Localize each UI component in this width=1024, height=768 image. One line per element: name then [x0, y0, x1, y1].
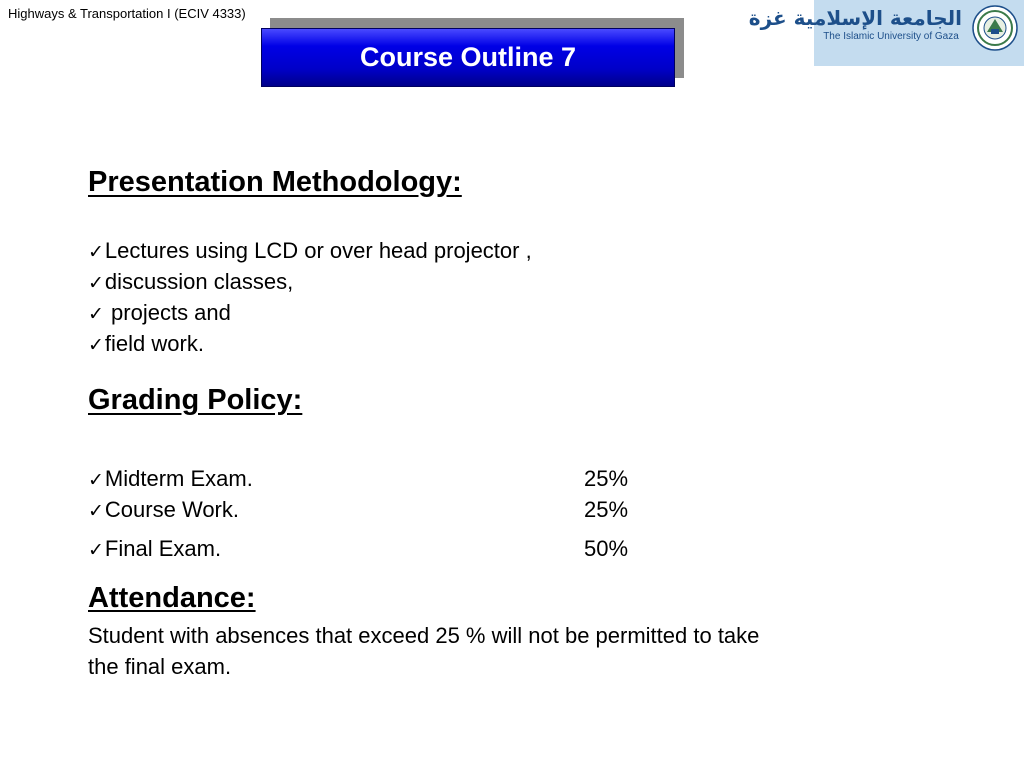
- grading-heading: Grading Policy:: [88, 384, 303, 416]
- checkmark-icon: ✓: [88, 500, 104, 522]
- logo-arabic-name: الجامعة الإسلامية غزة: [748, 6, 962, 30]
- university-logo: [748, 0, 1024, 66]
- grading-weight: 25%: [584, 497, 629, 522]
- grading-item: ✓Midterm Exam.: [88, 466, 253, 491]
- slide-title: Course Outline 7: [359, 42, 577, 72]
- attendance-text-line: Student with absences that exceed 25 % will not be permitted to take: [88, 623, 760, 648]
- checkmark-icon: ✓: [88, 241, 104, 263]
- presentation-item: ✓field work.: [88, 331, 204, 356]
- logo-english-name: The Islamic University of Gaza: [823, 31, 959, 42]
- grading-item: ✓Course Work.: [88, 497, 239, 522]
- course-code-label: Highways & Transportation I (ECIV 4333): [8, 6, 246, 21]
- grading-item: ✓Final Exam.: [88, 536, 222, 561]
- attendance-heading: Attendance:: [88, 582, 256, 614]
- attendance-text-line: the final exam.: [88, 654, 232, 679]
- presentation-item: ✓Lectures using LCD or over head projector ,: [88, 238, 532, 263]
- presentation-heading: Presentation Methodology:: [88, 166, 462, 198]
- checkmark-icon: ✓: [88, 469, 104, 491]
- presentation-item: ✓discussion classes,: [88, 269, 294, 294]
- checkmark-icon: ✓: [88, 334, 104, 356]
- grading-weight: 50%: [584, 536, 629, 561]
- presentation-item: ✓ projects and: [88, 300, 231, 325]
- checkmark-icon: ✓: [88, 272, 104, 294]
- checkmark-icon: ✓: [88, 539, 104, 561]
- slide-title-bar: [261, 28, 675, 87]
- university-seal-icon: [972, 5, 1018, 51]
- checkmark-icon: ✓: [88, 303, 104, 325]
- grading-weight: 25%: [584, 466, 629, 491]
